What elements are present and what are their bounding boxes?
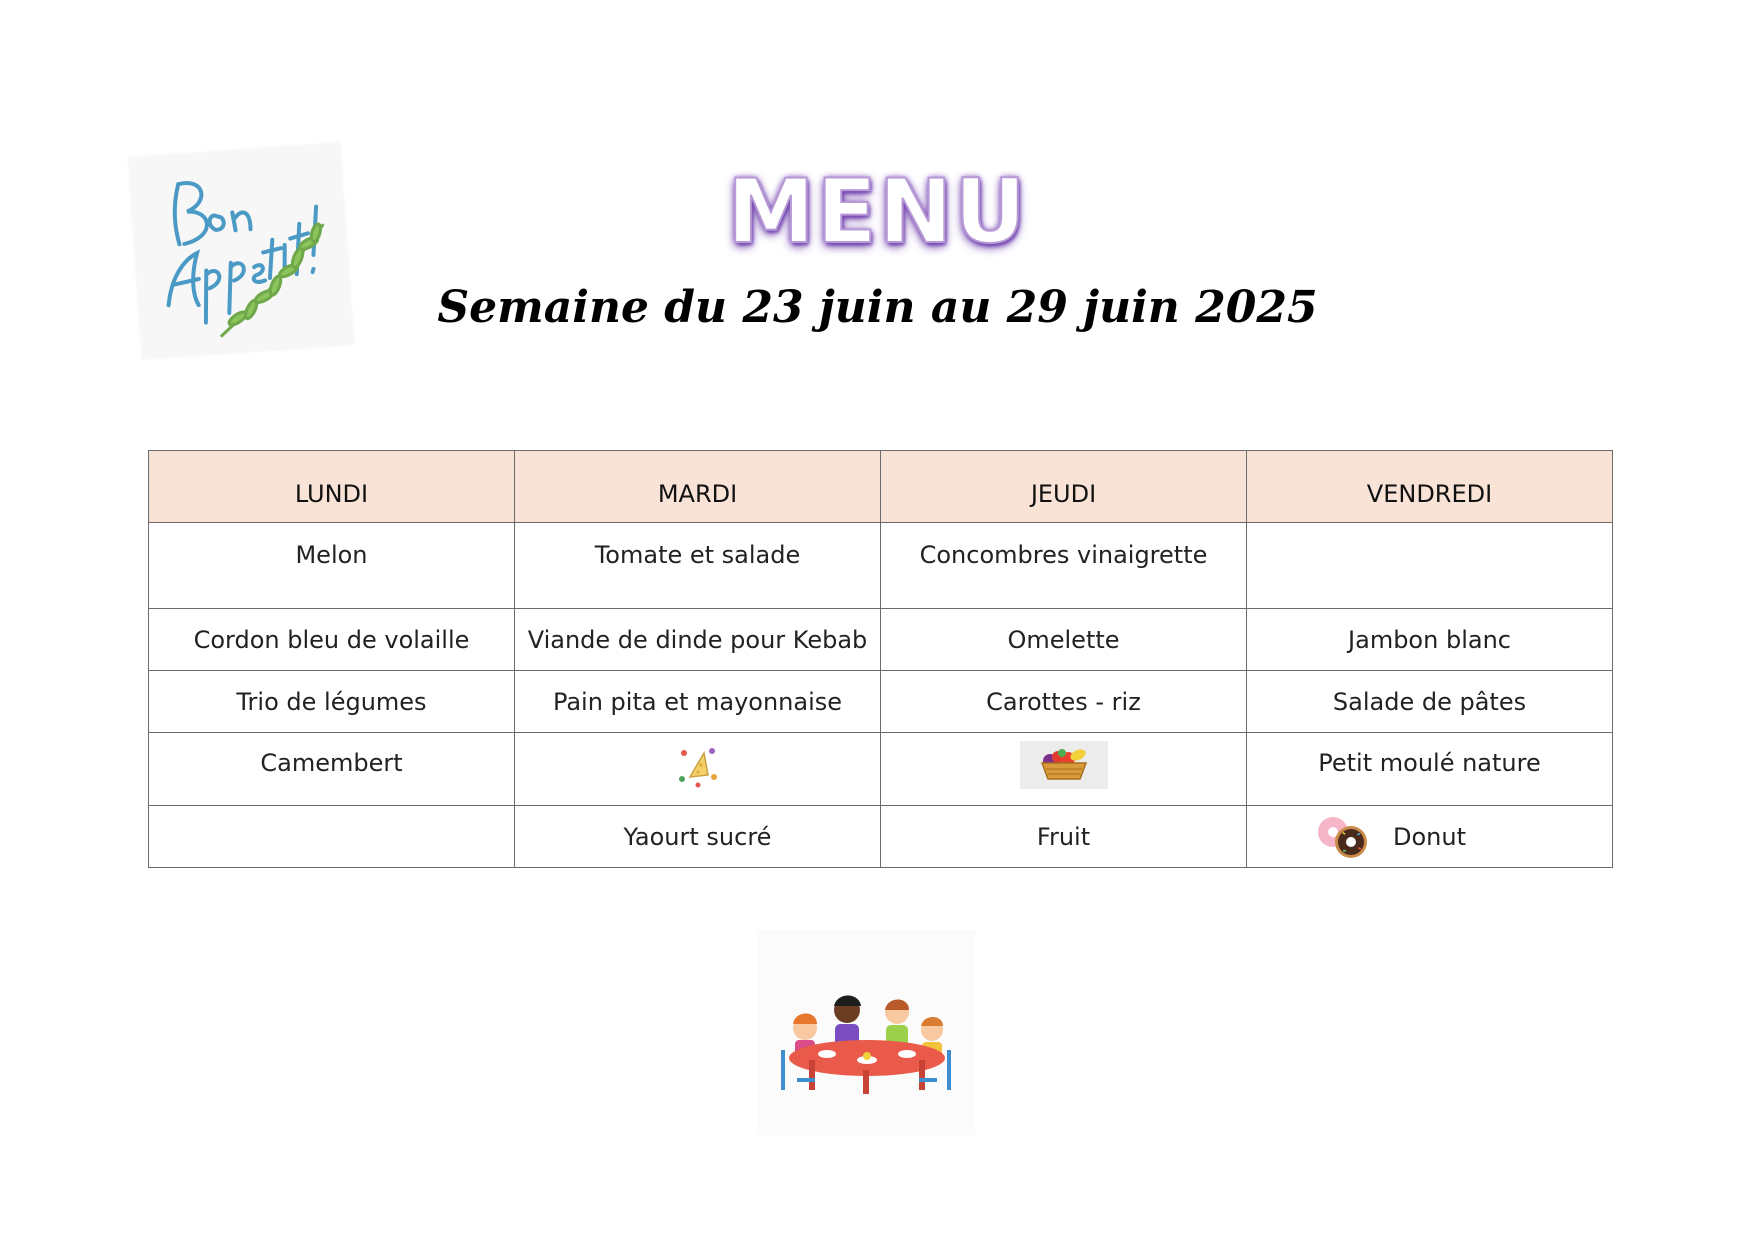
header-jeudi: JEUDI — [881, 451, 1247, 523]
table-row — [149, 733, 1613, 806]
table-row — [149, 806, 1613, 868]
cell-mardi-fromage — [515, 733, 881, 806]
cell-mardi-plat: Viande de dinde pour Kebab — [515, 609, 881, 671]
cell-jeudi-accompagnement: Carottes - riz — [881, 671, 1247, 733]
cell-lundi-plat: Cordon bleu de volaille — [149, 609, 515, 671]
menu-table — [148, 450, 1613, 868]
week-subtitle: Semaine du 23 juin au 29 juin 2025 — [437, 282, 1318, 333]
cell-mardi-accompagnement: Pain pita et mayonnaise — [515, 671, 881, 733]
table-row — [149, 671, 1613, 733]
header-mardi: MARDI — [515, 451, 881, 523]
cheese-icon — [676, 767, 720, 795]
cell-mardi-dessert: Yaourt sucré — [515, 806, 881, 868]
page-title: MENU — [727, 160, 1028, 263]
cell-vendredi-dessert — [1247, 806, 1613, 868]
donut-label: Donut — [1393, 822, 1466, 851]
table-row — [149, 609, 1613, 671]
fruit-basket-icon — [1020, 767, 1108, 795]
cell-vendredi-accompagnement: Salade de pâtes — [1247, 671, 1613, 733]
cell-jeudi-plat: Omelette — [881, 609, 1247, 671]
header-row — [149, 451, 1613, 523]
cell-lundi-fromage: Camembert — [149, 733, 515, 806]
cell-jeudi-entree: Concombres vinaigrette — [881, 523, 1247, 609]
cell-jeudi-dessert: Fruit — [881, 806, 1247, 868]
cell-vendredi-entree — [1247, 523, 1613, 609]
cell-lundi-dessert — [149, 806, 515, 868]
header-vendredi: VENDREDI — [1247, 451, 1613, 523]
cell-vendredi-fromage: Petit moulé nature — [1247, 733, 1613, 806]
cell-jeudi-fromage — [881, 733, 1247, 806]
table-row — [149, 523, 1613, 609]
donut-icon — [1313, 814, 1373, 860]
cell-mardi-entree: Tomate et salade — [515, 523, 881, 609]
cell-lundi-accompagnement: Trio de légumes — [149, 671, 515, 733]
cell-vendredi-plat: Jambon blanc — [1247, 609, 1613, 671]
children-eating-at-table-icon — [757, 930, 975, 1135]
cell-lundi-entree: Melon — [149, 523, 515, 609]
header-lundi: LUNDI — [149, 451, 515, 523]
